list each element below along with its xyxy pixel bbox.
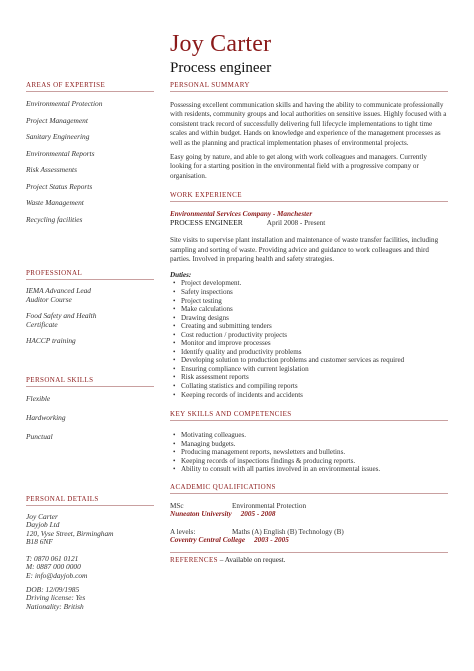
professional-item (26, 287, 154, 304)
duty-item: • Creating and submitting tenders (181, 322, 448, 331)
institution-years: 2005 - 2008 (240, 509, 276, 518)
summary-heading: PERSONAL SUMMARY (170, 81, 448, 92)
references-text: – Available on request. (219, 555, 286, 564)
duty-item: • Keeping records of incidents and accidents (181, 391, 448, 400)
duty-item: • Monitor and improve processes (181, 339, 448, 348)
personal-skill: Hardworking (26, 412, 66, 422)
professional-heading: PROFESSIONAL (26, 269, 154, 280)
duties-label: Duties: (170, 271, 192, 280)
key-skill-item: • Motivating colleagues. (181, 431, 448, 440)
detail-telephone: T: 0870 061 0121 (26, 553, 79, 563)
qualification-subject: Maths (A) English (B) Technology (B) (232, 527, 344, 536)
expertise-item: Sanitary Engineering (26, 132, 90, 141)
employer-name: Environmental Services Company - Manchester (170, 210, 313, 219)
institution-name: Nuneaton University (170, 509, 232, 518)
detail-mobile: M: 0887 000 0000 (26, 562, 81, 572)
duty-item: • Collating statistics and compiling reports (181, 382, 448, 391)
detail-address-line-2: B18 6NF (26, 537, 53, 547)
duty-item: • Risk assessment reports (181, 373, 448, 382)
detail-company: Dayjob Ltd (26, 520, 60, 530)
key-skill-item: • Keeping records of inspections findings & producing reports. (181, 457, 448, 466)
summary-paragraph-1: Possessing excellent communication skills and having the ability to communicate professionally with residents, community groups and local authorities on sensitive issues. Highly focused with a consistent track record of successfully delivering full lifecycle implementations to tight time scales and within budget. Hands on knowledge and experience of the management processes as well as the planning and practical implementation phases of environmental projects. (170, 101, 447, 147)
qualification-level: A levels: (170, 527, 196, 536)
detail-name: Joy Carter (26, 511, 58, 521)
professional-line: HACCP training (26, 336, 76, 345)
duties-list (170, 279, 448, 399)
work-description: Site visits to supervise plant installation and maintenance of waste transfer facilities, including sampling and sorting of waste. Providing advice and guidance to work colleagues and third parties. Involved in preparing health and safety strategies. (170, 236, 439, 264)
expertise-item: Recycling facilities (26, 214, 83, 224)
qualifications-heading: ACADEMIC QUALIFICATIONS (170, 483, 448, 494)
professional-item (26, 337, 154, 346)
qualification-2 (170, 528, 448, 536)
detail-address-line-1: 120, Vyse Street, Birmingham (26, 528, 114, 538)
summary-paragraph-2: Easy going by nature, and able to get along with work colleagues and managers. Currently looking for a starting position in the environmental field with a progressive company or organisation. (170, 153, 427, 180)
personal-skills-heading: PERSONAL SKILLS (26, 376, 154, 387)
qualification-1 (170, 502, 448, 510)
duty-item: • Cost reduction / productivity projects (181, 331, 448, 340)
key-skill-item: • Ability to consult with all parties involved in an environmental issues. (181, 465, 448, 474)
job-title: Process engineer (170, 60, 272, 76)
expertise-item: Risk Assessments (26, 165, 77, 174)
qualification-1-institution (170, 510, 448, 518)
institution-years: 2003 - 2005 (254, 535, 289, 544)
expertise-item: Project Status Reports (26, 181, 93, 191)
duty-item: • Project testing (181, 297, 448, 306)
expertise-item: Environmental Protection (26, 99, 103, 108)
professional-line: Auditor Course (26, 294, 72, 304)
role-title: PROCESS ENGINEER (170, 218, 243, 228)
personal-skill: Flexible (26, 393, 51, 403)
expertise-heading: AREAS OF EXPERTISE (26, 81, 154, 92)
duty-item: • Identify quality and productivity problems (181, 348, 448, 357)
qualification-subject: Environmental Protection (232, 501, 307, 510)
key-skills-heading: KEY SKILLS AND COMPETENCIES (170, 410, 448, 421)
expertise-item: Waste Management (26, 198, 84, 207)
duty-item: • Ensuring compliance with current legislation (181, 365, 448, 374)
sidebar (26, 81, 154, 611)
key-skill-item: • Producing management reports, newsletters and bulletins. (181, 448, 448, 457)
role-dates: April 2008 - Present (266, 219, 326, 228)
key-skill-item: • Managing budgets. (181, 440, 448, 449)
duty-item: • Make calculations (181, 305, 448, 314)
qualification-2-institution (170, 536, 448, 544)
personal-details-heading: PERSONAL DETAILS (26, 495, 154, 506)
references-heading: REFERENCES (170, 555, 218, 564)
main-column (170, 81, 448, 564)
professional-line: IEMA Advanced Lead (26, 286, 91, 295)
professional-line: Food Safety and Health (26, 311, 97, 320)
key-skills-list (170, 431, 448, 474)
references-row (170, 556, 448, 564)
personal-details (26, 513, 154, 612)
detail-email[interactable]: E: info@dayjob.com (26, 571, 88, 581)
expertise-item: Environmental Reports (26, 148, 95, 158)
personal-skill: Punctual (26, 431, 53, 441)
expertise-list (26, 99, 154, 224)
detail-driving-license: Driving license: Yes (26, 593, 86, 603)
detail-nationality: Nationality: British (26, 601, 84, 611)
detail-dob: DOB: 12/09/1985 (26, 584, 80, 594)
qualification-level: MSc (170, 501, 184, 510)
duty-item: • Project development. (181, 279, 448, 288)
duty-item: • Safety inspections (181, 288, 448, 297)
professional-line: Certificate (26, 319, 58, 329)
duty-item: • Developing solution to production problems and customer services as required (181, 356, 448, 365)
duty-item: • Drawing designs (181, 314, 448, 323)
expertise-item: Project Management (26, 115, 88, 125)
institution-name: Coventry Central College (170, 535, 246, 544)
candidate-name: Joy Carter (170, 31, 272, 57)
work-experience-heading: WORK EXPERIENCE (170, 191, 448, 202)
professional-item (26, 312, 154, 329)
role-line (170, 218, 448, 227)
